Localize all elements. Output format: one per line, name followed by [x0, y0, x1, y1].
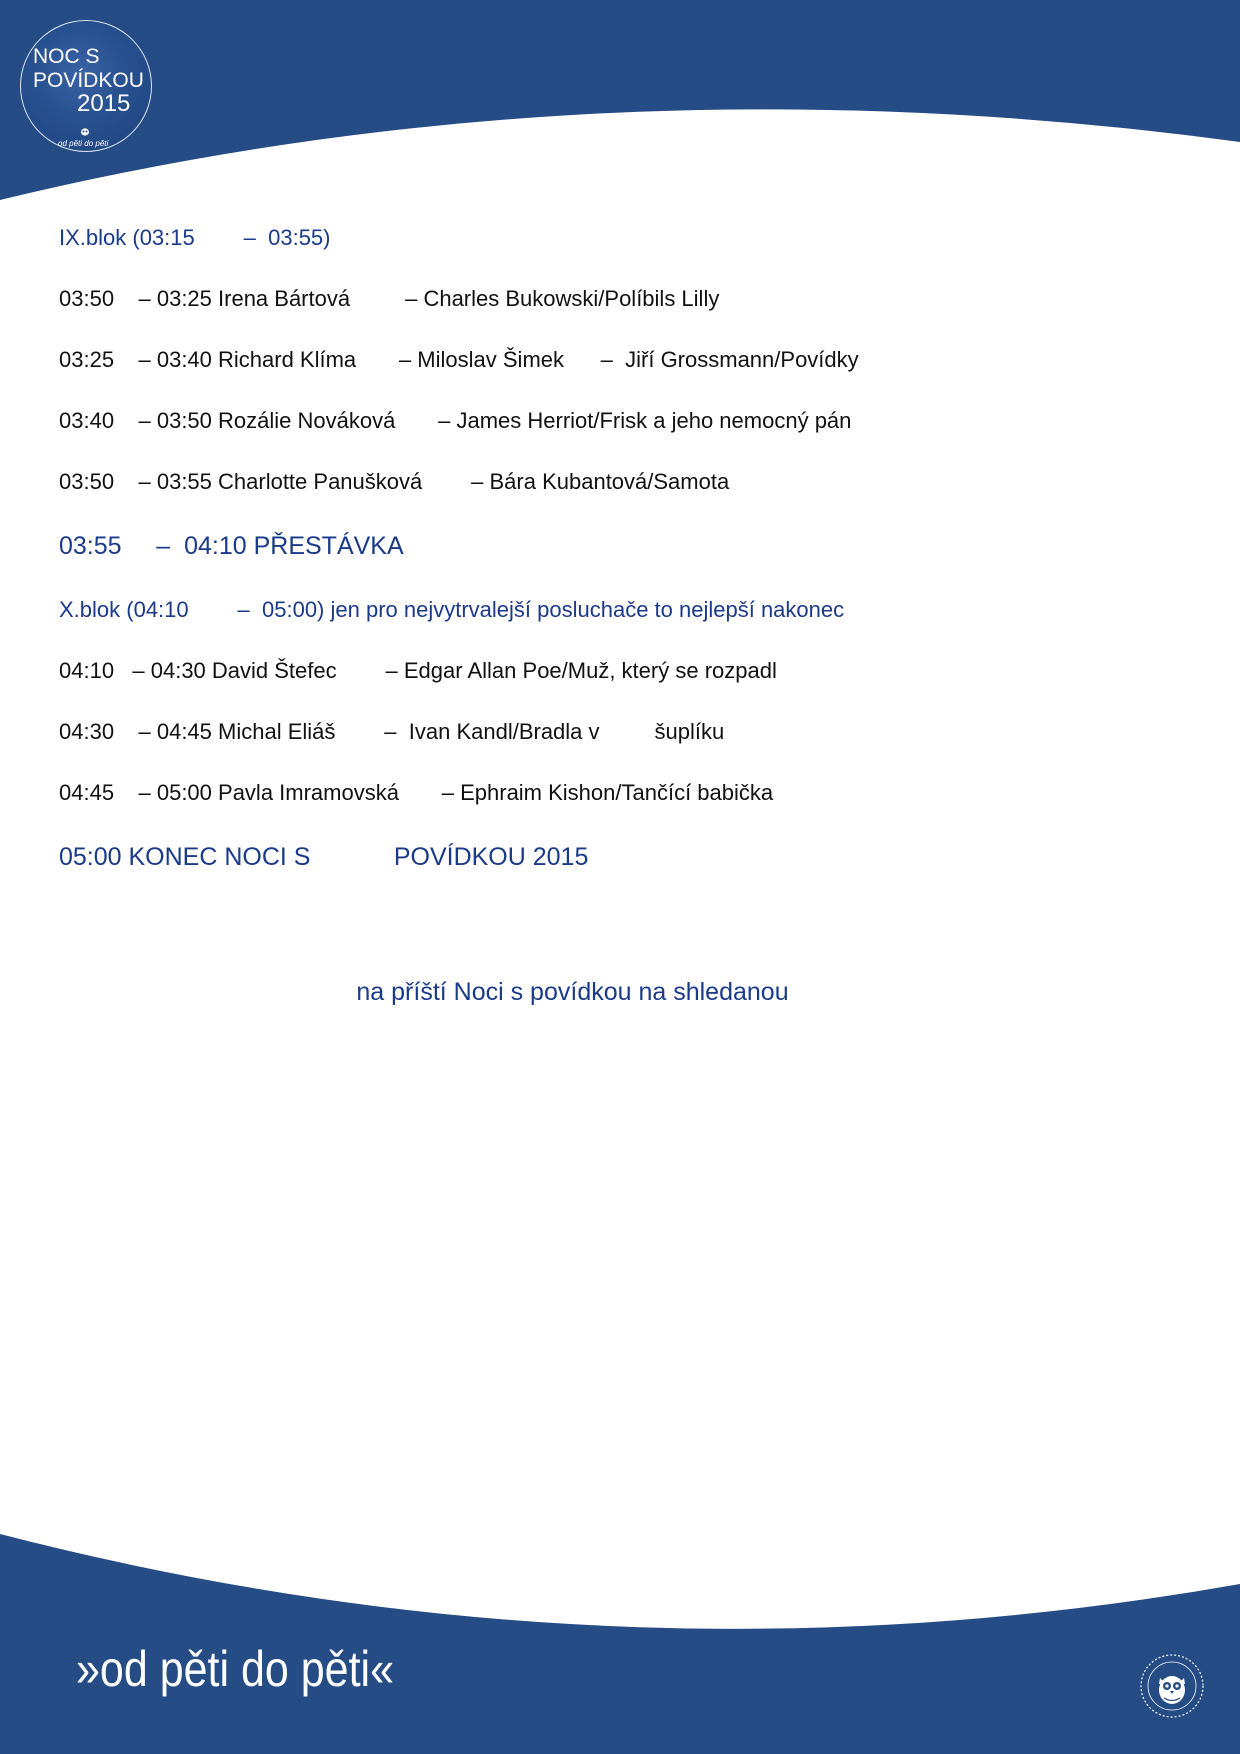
logo-line-2: POVÍDKOU [33, 69, 144, 92]
programme-entry: 03:40 – 03:50 Rozálie Nováková – James Herriot/Frisk a jeho nemocný pán [59, 408, 852, 433]
programme-entry: 04:45 – 05:00 Pavla Imramovská – Ephraim Kishon/Tančící babička [59, 780, 774, 805]
owl-icon [80, 127, 90, 136]
programme-entry: 04:30 – 04:45 Michal Eliáš – Ivan Kandl/Bradla v šuplíku [59, 719, 725, 744]
end-line: 05:00 KONEC NOCI S POVÍDKOU 2015 [59, 843, 589, 871]
programme [59, 224, 1179, 871]
slogan: »od pěti do pěti« [76, 1641, 394, 1697]
break-line: 03:55 – 04:10 PŘESTÁVKA [59, 532, 404, 560]
logo-line-1: NOC S [33, 45, 100, 68]
school-seal-icon [1138, 1652, 1206, 1720]
farewell-text: na příští Noci s povídkou na shledanou [356, 978, 789, 1006]
programme-entry: 03:50 – 03:25 Irena Bártová – Charles Bukowski/Políbils Lilly [59, 286, 720, 311]
block-heading: X.blok (04:10 – 05:00) jen pro nejvytrvalejší posluchače to nejlepší nakonec [59, 597, 845, 622]
programme-entry: 03:50 – 03:55 Charlotte Panušková – Bára Kubantová/Samota [59, 469, 730, 494]
logo-year: 2015 [77, 90, 131, 117]
programme-entry: 03:25 – 03:40 Richard Klíma – Miloslav Šimek – Jiří Grossmann/Povídky [59, 347, 859, 372]
logo-tagline: od pěti do pěti [58, 139, 109, 148]
programme-entry: 04:10 – 04:30 David Štefec – Edgar Allan Poe/Muž, který se rozpadl [59, 658, 777, 683]
event-logo [20, 20, 152, 152]
header-band [0, 0, 1240, 210]
block-heading: IX.blok (03:15 – 03:55) [59, 225, 331, 250]
